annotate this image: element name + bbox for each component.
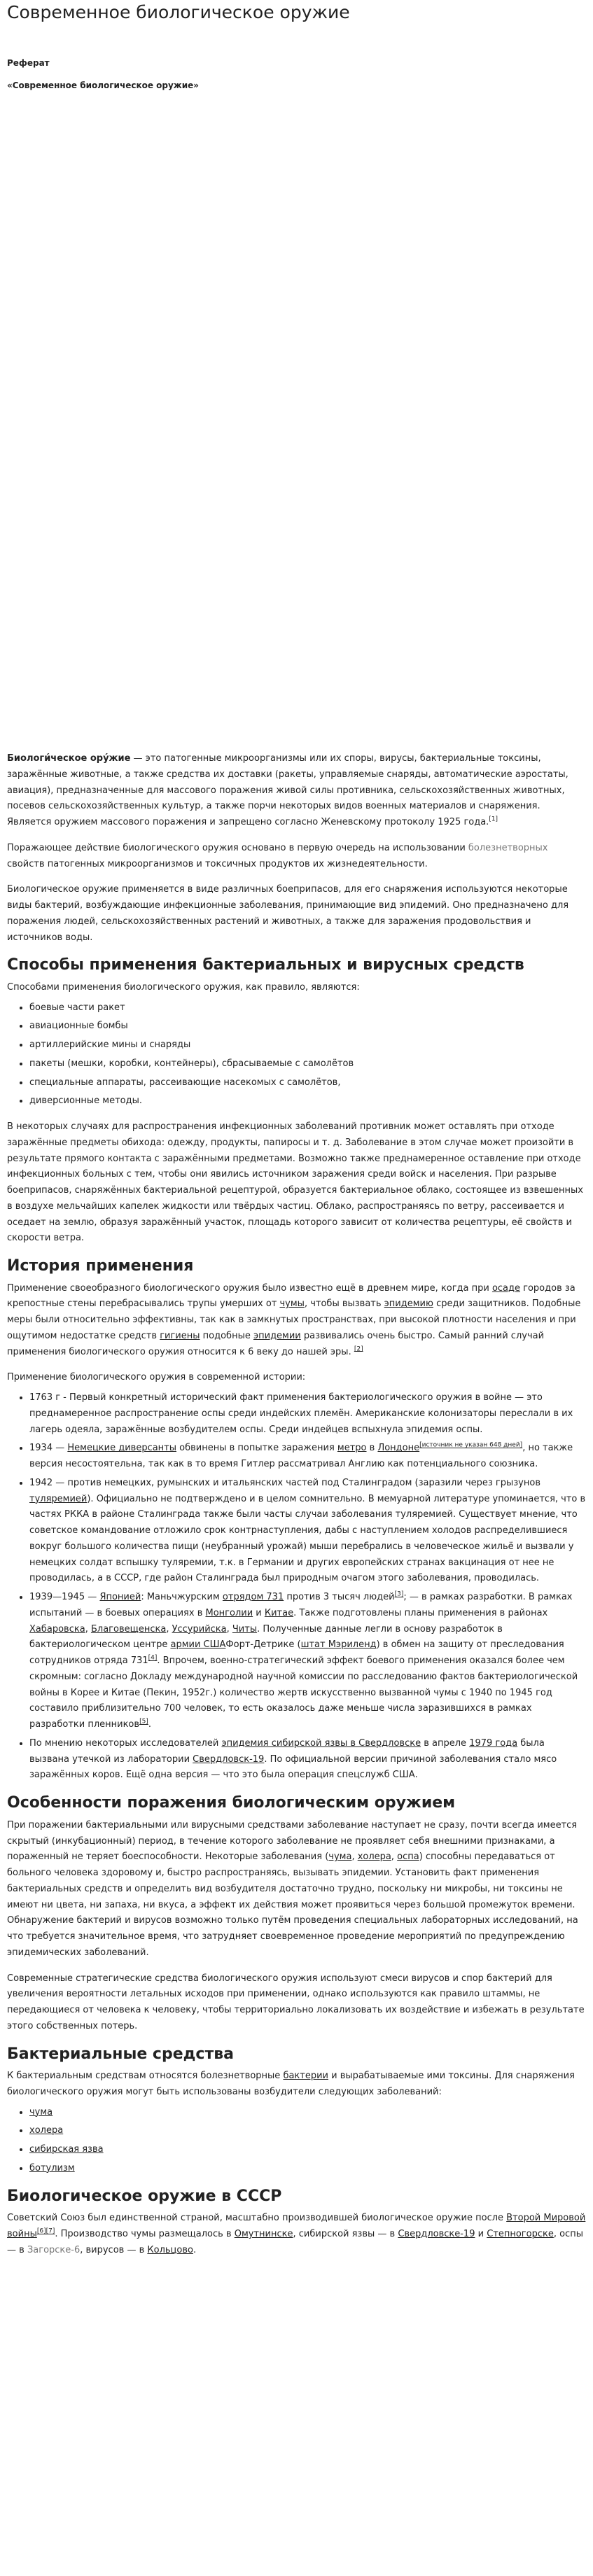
text-span: городов за крепостные стены перебрасывались трупы умерших от	[7, 1282, 575, 1310]
text-span: ,	[166, 1623, 172, 1634]
list-item: • пакеты (мешки, коробки, контейнеры), сбрасываемые с самолётов	[29, 1056, 586, 1072]
link-disease-botulism[interactable]: ботулизм	[29, 2162, 75, 2174]
link-blagoveshchensk[interactable]: Благовещенска	[90, 1623, 167, 1634]
methods-paragraph: В некоторых случаях для распространения инфекционных заболеваний противник может оставлять при отходе заражённые предметы обихода: одежду, продукты, папиросы и т. д. Заболевание в этом случае может произойти в результате прямого контакта с заражёнными предметами. Возможно также преднамеренное оставление при отходе инфекционных больных с тем, чтобы они явились источником заражения среди войск и населения. При разрыве боеприпасов, снаряжённых бактериальной рецептурой, образуется бактериальное облако, состоящее из взвешенных в воздухе мельчайших капелек жидкости или твёрдых частиц. Облако, распространяясь по ветру, рассеивается и оседает на землю, образуя заражённый участок, площадь которого зависит от количества рецептуры, её свойств и скорости ветра.	[7, 1121, 583, 1244]
link-sverdlovsk-19[interactable]: Свердловске-19	[398, 2228, 475, 2239]
link-zagorsk-6[interactable]: Загорске-6	[27, 2244, 81, 2255]
list-item: • артиллерийские мины и снаряды	[29, 1037, 586, 1054]
history-list	[7, 1390, 586, 1784]
text-span: . Также подготовлены планы применения в районах	[293, 1607, 548, 1618]
text-span: . Впрочем, военно-стратегический эффект боевого применения оказался более чем скромным: согласно Докладу международной научной комиссии по расследованию фактов бактериологической войны в Корее и Китае (Пекин, 1952г.) количество жертв искусственно вызванной чумы с 1940 по 1945 год составило приблизительно 700 человек, то есть оказалось даже меньше числа заразившихся в рамках разработки пленников	[29, 1656, 578, 1730]
text-span: в апреле	[421, 1737, 470, 1749]
link-plague[interactable]: чумы	[279, 1298, 305, 1310]
list-item	[29, 1441, 586, 1473]
text-span: ) способны передаваться от больного человека здоровому и, быстро распространяясь, вызывать эпидемии. Установить факт применения бактериальных средств и определить вид возбудителя достаточно трудно, поскольку ни микробы, ни токсины не имеют ни цвета, ни запаха, ни вкуса, а эффект их действия может проявиться через большой промежуток времени. Обнаружение бактерий и вирусов возможно только путём проведения специальных лабораторных исследований, на что требуется значительное время, что затрудняет своевременное проведение мероприятий по предупреждению эпидемических заболеваний.	[7, 1851, 578, 1958]
text-span: При поражении бактериальными или вирусными средствами заболевание наступает не сразу, почти всегда имеется скрытый (инкубационный) период, в течение которого заболевание не проявляет себя внешними признаками, а пораженный не теряет боеспособности. Некоторые заболевания (	[7, 1819, 578, 1863]
text-span: 1942 — против немецких, румынских и итальянских частей под Сталинградом (заразили через грызунов	[29, 1477, 540, 1488]
citation-needed[interactable]: [источник не указан 648 дней]	[419, 1442, 523, 1450]
intro-term: Биологи́ческое ору́жие	[7, 753, 131, 764]
history-paragraph-1	[7, 1281, 586, 1361]
list-item	[29, 1590, 586, 1733]
link-china[interactable]: Китае	[264, 1607, 294, 1618]
history-paragraph-2: Применение биологического оружия в современной истории:	[7, 1372, 306, 1383]
reference-5[interactable]: [5]	[139, 1718, 148, 1726]
list-item	[29, 2161, 586, 2177]
text-span: ). Официально не подтверждено и в целом сомнительно. В мемуарной литературе упоминается, что в частях РККА в районе Сталинграда также были часты случаи заболевания туляремией. Существует мнение, что советское командование отложило срок контрнаступления, дабы с наступлением холодов распределившиеся вокруг большого количества пищи (неубранный урожай) мыши перебрались в человеческое жильё и вызвали у немецких солдат вспышку туляремии, т.к. в Германии и других европейских странах вакцинация от нее не проводилась, а в СССР, где район Сталинграда был природным очагом этого заболевания, проводилась.	[29, 1493, 586, 1584]
list-item	[29, 2105, 586, 2121]
text-span: ,	[351, 1851, 358, 1863]
link-sverdlovsk-anthrax[interactable]: эпидемия сибирской язвы в Свердловске	[221, 1737, 421, 1749]
section-heading-ussr: Биологическое оружие в СССР	[7, 2187, 282, 2205]
link-german-saboteurs[interactable]: Немецкие диверсанты	[67, 1443, 177, 1454]
section-heading-history: История применения	[7, 1257, 194, 1275]
reference-1[interactable]: [1]	[489, 816, 498, 823]
text-span: : Маньчжурским	[141, 1592, 223, 1603]
text-span: 1939—1945 —	[29, 1592, 100, 1603]
text-span: среди защитников. Подобные меры были относительно эффективны, так как в замкнутых пространствах, при высокой плотности населения и при ощутимом недостатке средств	[7, 1298, 581, 1341]
text-span: в	[366, 1443, 378, 1454]
reference-3[interactable]: [3]	[394, 1590, 404, 1598]
section-heading-methods: Способы применения бактериальных и вирусных средств	[7, 956, 524, 974]
page-title: Современное биологическое оружие	[7, 2, 350, 22]
methods-lead: Способами применения биологического оружия, как правило, являются:	[7, 981, 360, 993]
list-item: • боевые части ракет	[29, 1000, 586, 1016]
intro-paragraph-1	[7, 751, 586, 831]
link-disease-cholera[interactable]: холера	[29, 2125, 64, 2136]
link-plague[interactable]: чума	[328, 1851, 352, 1863]
list-item	[29, 1476, 586, 1587]
text-span: .	[148, 1719, 151, 1730]
bacterial-paragraph	[7, 2068, 586, 2101]
text-span: была вызвана утечкой из лаборатории	[29, 1737, 545, 1765]
bacterial-list	[7, 2105, 586, 2177]
text-span: , оспы — в	[7, 2228, 583, 2255]
text-span: развивались очень быстро. Самый ранний случай применения биологического оружия относится к 6 веку до нашей эры.	[7, 1330, 545, 1357]
link-metro[interactable]: метро	[337, 1443, 367, 1454]
text-span: 1934 —	[29, 1443, 68, 1454]
link-tularemia[interactable]: туляремией	[29, 1493, 88, 1504]
link-siege[interactable]: осаде	[491, 1282, 521, 1294]
reference-2[interactable]: [2]	[354, 1345, 363, 1353]
link-sverdlovsk-19[interactable]: Свердловск-19	[193, 1754, 265, 1765]
link-epidemics[interactable]: эпидемии	[253, 1330, 301, 1341]
ussr-paragraph	[7, 2211, 586, 2258]
text-span: подобные	[200, 1330, 253, 1341]
link-pathogenic[interactable]: болезнетворных	[468, 842, 548, 853]
link-smallpox[interactable]: оспа	[397, 1851, 419, 1863]
link-bacteria[interactable]: бактерии	[283, 2071, 328, 2082]
link-khabarovsk[interactable]: Хабаровска	[29, 1623, 85, 1634]
text-span: Применение своеобразного биологического оружия было известно ещё в древнем мире, когда при	[7, 1282, 492, 1294]
list-item	[29, 2142, 586, 2158]
text-span: ; — в рамках разработки. В рамках испытаний — в боевых операциях в	[29, 1592, 573, 1618]
link-chita[interactable]: Читы	[232, 1623, 258, 1634]
text-span: ,	[85, 1623, 91, 1634]
link-unit-731[interactable]: отрядом 731	[222, 1592, 284, 1603]
link-mongolia[interactable]: Монголии	[205, 1607, 253, 1618]
link-1979[interactable]: 1979 года	[469, 1737, 518, 1749]
text-span: , вирусов — в	[80, 2244, 148, 2255]
text-span: Советский Союз был единственной страной, масштабно производившей биологическое оружие после	[7, 2213, 507, 2224]
methods-list	[7, 1000, 586, 1110]
reference-4[interactable]: [4]	[148, 1654, 158, 1662]
text-span: К бактериальным средствам относятся болезнетворные	[7, 2071, 284, 2082]
link-hygiene[interactable]: гигиены	[160, 1330, 200, 1341]
link-maryland[interactable]: штат Мэриленд	[300, 1639, 377, 1651]
text-span: ,	[391, 1851, 398, 1863]
intro-paragraph-3: Биологическое оружие применяется в виде различных боеприпасов, для его снаряжения используются некоторые виды бактерий, возбуждающие инфекционные заболевания, принимающие вид эпидемий. Оно предназначено для поражения людей, сельскохозяйственных растений и животных, а также для заражения продовольствия и источников воды.	[7, 884, 569, 943]
list-item: • авиационные бомбы	[29, 1018, 586, 1035]
text-span: свойств патогенных микроорганизмов и токсичных продуктов их жизнедеятельности.	[7, 858, 428, 869]
list-item: • специальные аппараты, рассеивающие насекомых с самолётов,	[29, 1075, 586, 1091]
text-span: и вырабатываемые ими токсины. Для снаряжения биологического оружия могут быть использованы возбудители следующих заболеваний:	[7, 2071, 575, 2097]
text-span: против 3 тысяч людей	[284, 1592, 395, 1603]
text-span: и	[475, 2228, 487, 2239]
link-ussuriysk[interactable]: Уссурийска	[172, 1623, 227, 1634]
text-span: ,	[226, 1623, 232, 1634]
section-heading-bacterial: Бактериальные средства	[7, 2045, 234, 2063]
text-span: обвинены в попытке заражения	[176, 1443, 337, 1454]
list-item: • диверсионные методы.	[29, 1093, 586, 1110]
text-span: . По официальной версии причиной заболевания стало мясо заражённых коров. Ещё одна версия — что это была операция спецслужб США.	[29, 1754, 557, 1781]
text-span: . Производство чумы размещалось в	[55, 2228, 235, 2239]
link-london[interactable]: Лондоне	[377, 1443, 420, 1454]
link-stepnogorsk[interactable]: Степногорске	[487, 2228, 554, 2239]
intro-text: — это патогенные микроорганизмы или их споры, вирусы, бактериальные токсины, заражённые животные, а также средства их доставки (ракеты, управляемые снаряды, автоматические аэростаты, авиация), предназначенные для массового поражения живой силы противника, сельскохозяйственных животных, посевов сельскохозяйственных культур, а также порчи некоторых видов военных материалов и снаряжения. Является оружием массового поражения и запрещено согласно Женевскому протоколу 1925 года.	[7, 753, 568, 827]
text-span: , но также версия несостоятельна, так как в то время Гитлер рассматривал Англию как потенциального союзника.	[29, 1443, 573, 1470]
list-item	[29, 1736, 586, 1784]
link-japan[interactable]: Японией	[99, 1592, 141, 1603]
link-epidemic[interactable]: эпидемию	[384, 1298, 433, 1310]
text-span: . Полученные данные легли в основу разработок в бактериологическом центре	[29, 1623, 503, 1651]
link-koltsovo[interactable]: Кольцово	[147, 2244, 193, 2255]
text-span: По мнению некоторых исследователей	[29, 1737, 222, 1749]
reference-6-7[interactable]: [6][7]	[36, 2227, 55, 2235]
text-span: Форт-Детрике (	[225, 1639, 301, 1651]
text-span: и	[253, 1607, 265, 1618]
text-span: , сибирской язвы — в	[293, 2228, 398, 2239]
text-span: , чтобы вызвать	[304, 1298, 384, 1310]
features-paragraph-1	[7, 1818, 586, 1961]
intro-paragraph-2	[7, 841, 586, 873]
link-us-army[interactable]: армии США	[170, 1639, 226, 1651]
link-ww2[interactable]: Второй Мировой войны	[7, 2213, 586, 2239]
abstract-label: Реферат	[7, 58, 50, 68]
abstract-topic: «Современное биологическое оружие»	[7, 80, 200, 90]
header-area	[7, 0, 586, 751]
link-cholera[interactable]: холера	[357, 1851, 391, 1863]
features-paragraph-2: Современные стратегические средства биологического оружия используют смеси вирусов и спор бактерий для увеличения вероятности летальных исходов при применении, однако используются как правило штаммы, не передающиеся от человека к человеку, чтобы территориально локализовать их воздействие и избежать в результате этого собственных потерь.	[7, 1973, 585, 2031]
link-disease-anthrax[interactable]: сибирская язва	[29, 2144, 104, 2155]
text-span: .	[193, 2244, 197, 2255]
text-span: Поражающее действие биологического оружия основано в первую очередь на использовании	[7, 842, 468, 853]
link-disease-plague[interactable]: чума	[29, 2106, 53, 2118]
link-omutninsk[interactable]: Омутнинске	[234, 2228, 293, 2239]
text-span: ) в обмен на защиту от преследования сотрудников отряда 731	[29, 1639, 564, 1667]
list-item	[29, 2123, 586, 2139]
section-heading-features: Особенности поражения биологическим оружием	[7, 1794, 456, 1812]
list-item: • 1763 г - Первый конкретный исторический факт применения бактериологического оружия в войне — это преднамеренное распространение оспы среди индейских племён. Американские колонизаторы переслали в их лагерь одеяла, заражённые возбудителем оспы. Среди индейцев вспыхнула эпидемия оспы.	[29, 1390, 586, 1438]
